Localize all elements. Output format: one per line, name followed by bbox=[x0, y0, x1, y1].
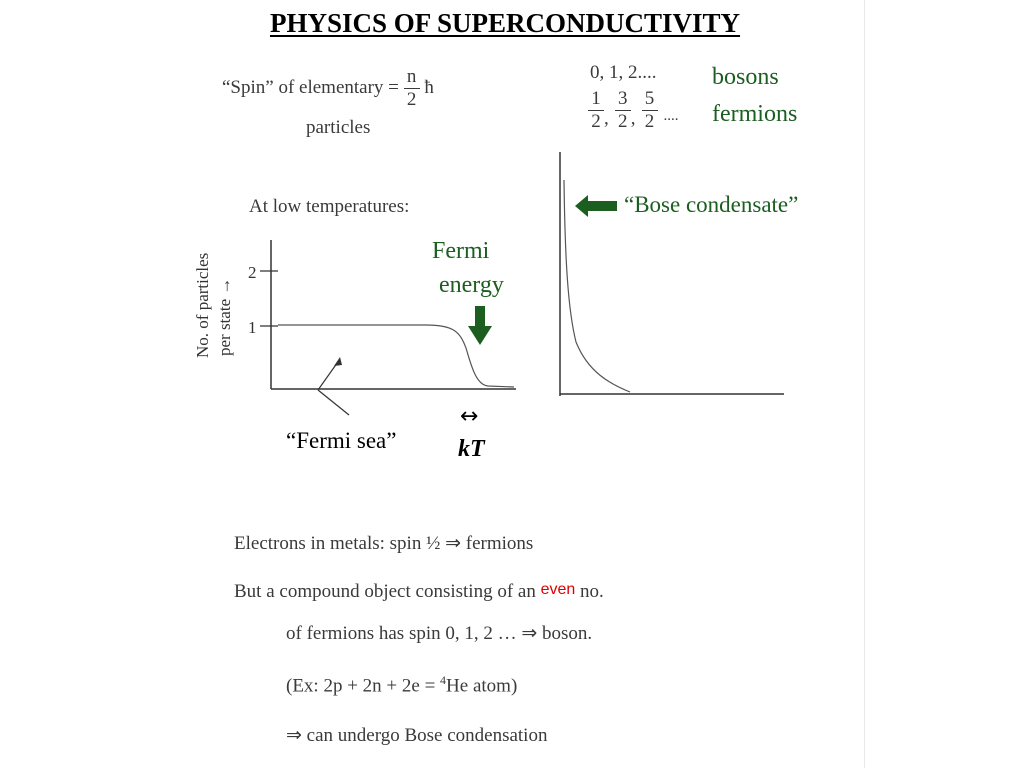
helium-example-text: (Ex: 2p + 2n + 2e = $^4$He atom) bbox=[286, 673, 518, 697]
fraction-denominator: 2 bbox=[406, 89, 417, 110]
y-axis-label-line1: No. of particles bbox=[193, 252, 212, 358]
spin-definition-line2: particles bbox=[306, 117, 371, 138]
arrow-down-icon bbox=[467, 306, 493, 346]
low-temperature-heading: At low temperatures: bbox=[249, 196, 410, 217]
half-spin-fraction: $\frac{3}{2}$ bbox=[615, 88, 631, 133]
page-title: PHYSICS OF SUPERCONDUCTIVITY bbox=[269, 8, 741, 38]
fermi-sea-pointer-line bbox=[318, 390, 349, 415]
bosons-label: bosons bbox=[712, 64, 779, 90]
bose-condensate-label: “Bose condensate” bbox=[624, 192, 799, 217]
n-over-2-fraction bbox=[404, 66, 420, 111]
tick-1-label: 1 bbox=[248, 318, 257, 337]
tick-2-label: 2 bbox=[248, 263, 257, 282]
kt-width-arrow: ↔ bbox=[460, 404, 479, 429]
fermion-spin-text: of fermions has spin 0, 1, 2 … ⇒ boson. bbox=[286, 623, 593, 644]
spin-definition-text: “Spin” of elementary = bbox=[222, 76, 399, 98]
spin-definition bbox=[222, 66, 434, 111]
bose-condensation-text: ⇒ can undergo Bose condensation bbox=[286, 725, 548, 746]
hbar-symbol: ħ bbox=[424, 76, 434, 98]
fermions-label: fermions bbox=[712, 101, 798, 127]
compound-object-text: But a compound object consisting of an even no. bbox=[234, 581, 604, 602]
integer-spins: 0, 1, 2.... bbox=[590, 62, 657, 83]
fermi-energy-label-line1: Fermi bbox=[432, 238, 490, 264]
even-highlight: even bbox=[540, 581, 576, 598]
fermi-sea-label: “Fermi sea” bbox=[286, 428, 397, 453]
fermi-energy-label-line2: energy bbox=[439, 272, 504, 298]
half-spin-fraction: $\frac{5}{2}$ bbox=[642, 88, 658, 133]
y-axis-label-line2: per state → bbox=[215, 277, 234, 356]
kt-label: kT bbox=[458, 436, 485, 462]
half-integer-spins: $\frac{1}{2}$ , $\frac{3}{2}$ , $\frac{5}{2}$ .... bbox=[588, 88, 679, 133]
page-edge-line bbox=[864, 0, 865, 768]
fraction-numerator: n bbox=[406, 66, 417, 87]
bose-distribution-graph bbox=[552, 150, 792, 400]
half-spin-fraction: $\frac{1}{2}$ bbox=[588, 88, 604, 133]
electrons-in-metals-text: Electrons in metals: spin ½ ⇒ fermions bbox=[234, 533, 534, 554]
arrow-left-icon bbox=[574, 194, 618, 218]
fermi-sea-arrowhead bbox=[334, 357, 342, 366]
